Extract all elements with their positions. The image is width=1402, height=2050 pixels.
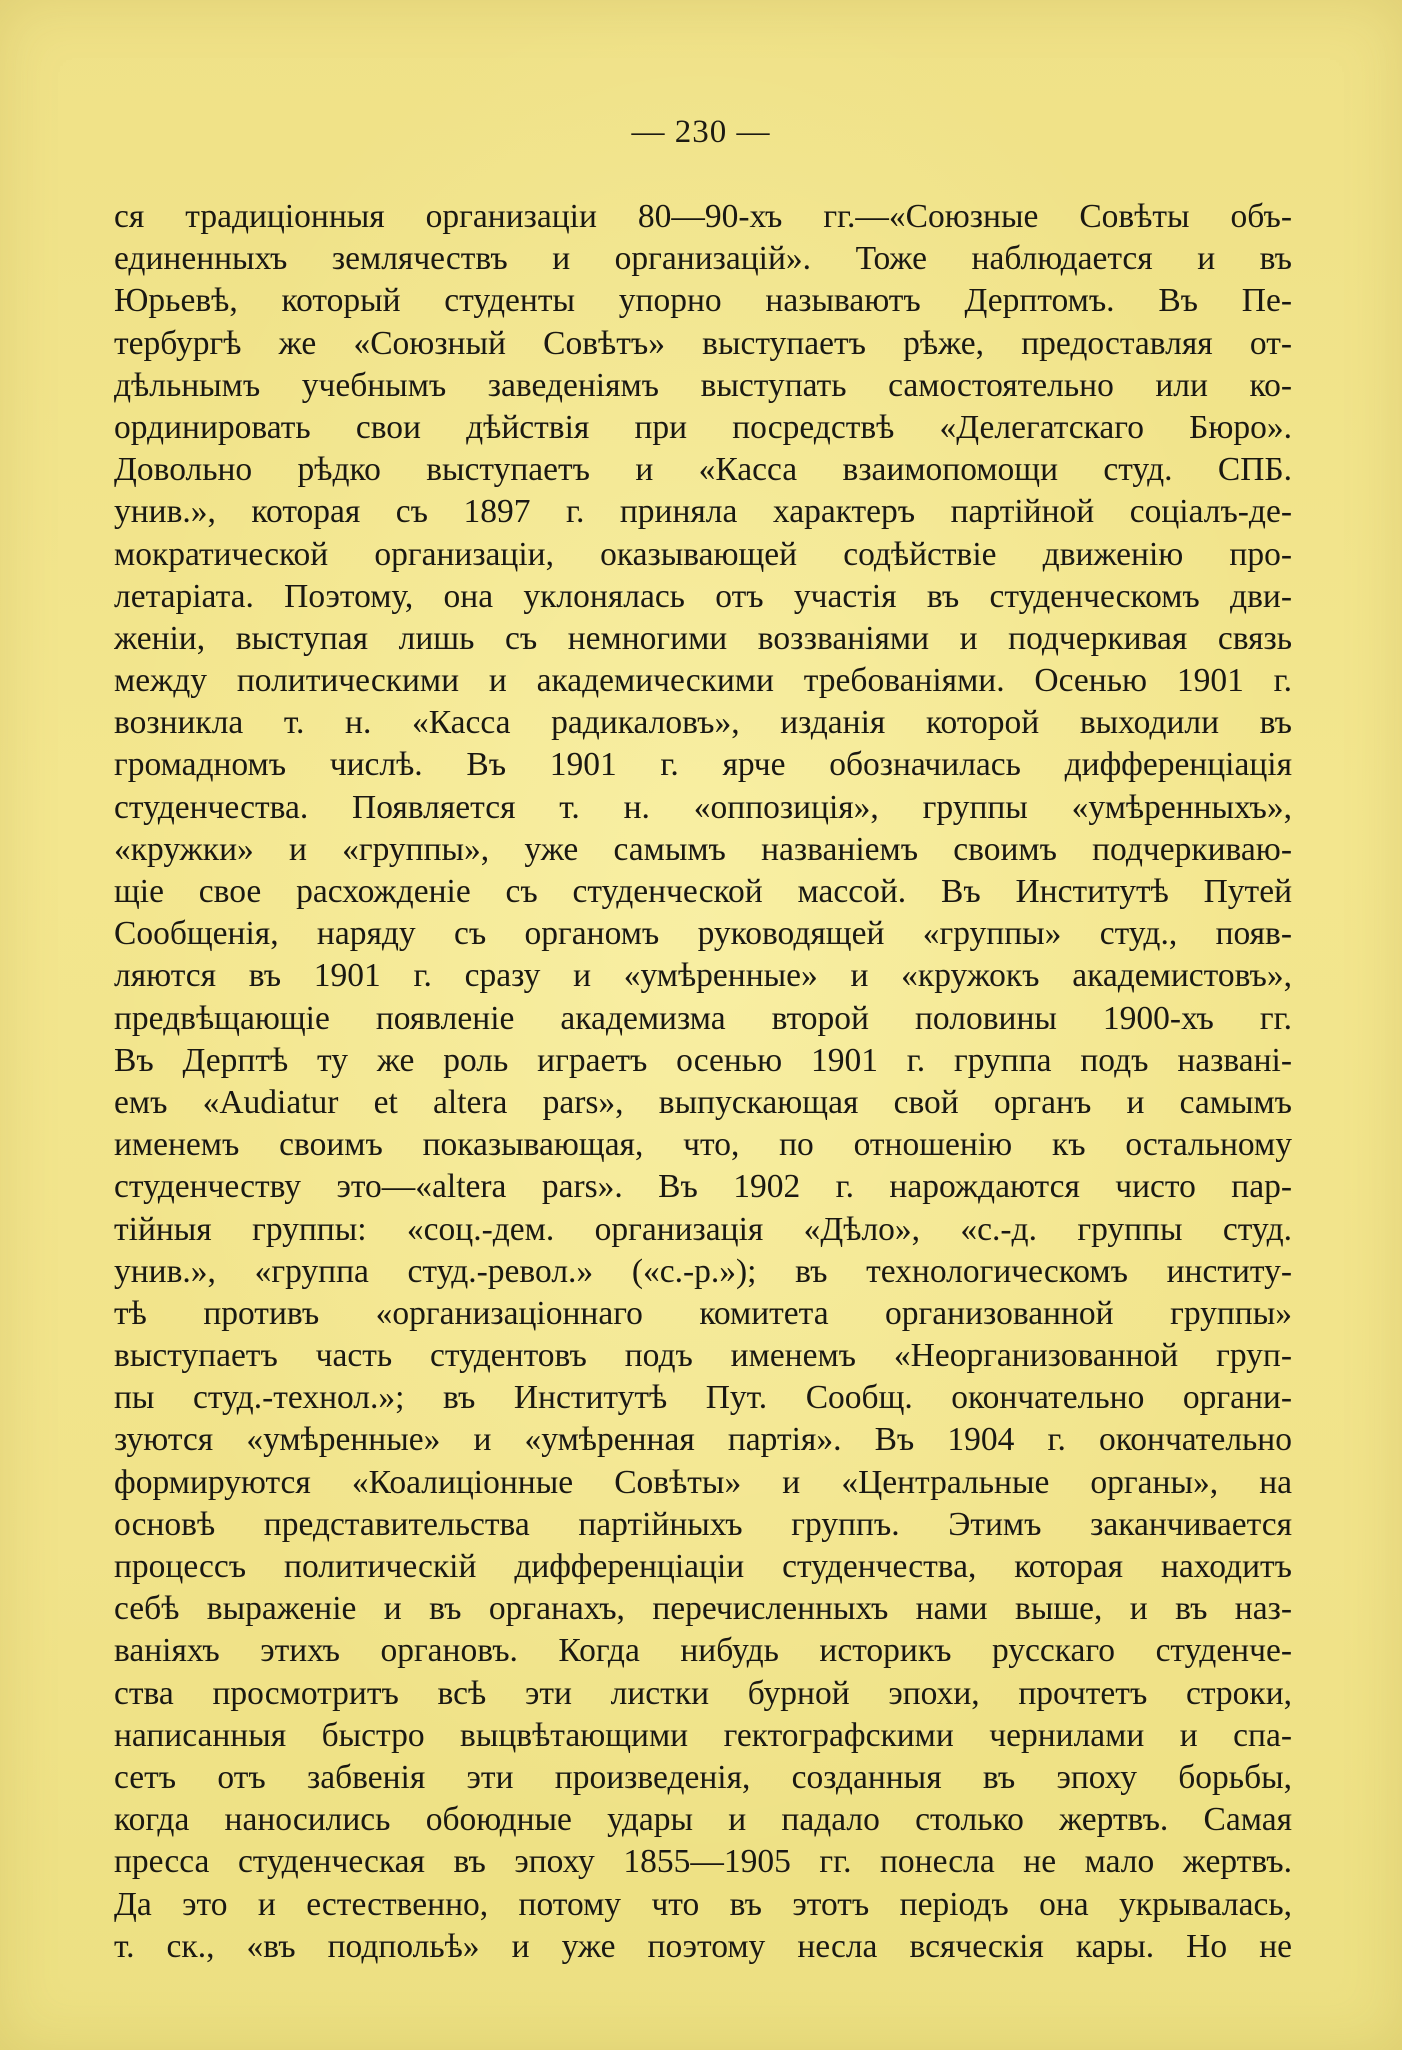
text-line: дѣльнымъ учебнымъ заведеніямъ выступать самостоятельно или ко- bbox=[114, 366, 1292, 404]
text-line: Въ Дерптѣ ту же роль играетъ осенью 1901 г. группа подъ названі- bbox=[114, 1041, 1292, 1079]
text-line: тѣ противъ «организаціоннаго комитета организованной группы» bbox=[114, 1294, 1292, 1332]
text-line: щіе свое расхожденіе съ студенческой массой. Въ Институтѣ Путей bbox=[114, 873, 1292, 910]
text-line: женіи, выступая лишь съ немногими воззваніями и подчеркивая связь bbox=[114, 619, 1292, 657]
text-line: тербургѣ же «Союзный Совѣтъ» выступаетъ рѣже, предоставляя от- bbox=[114, 324, 1292, 362]
text-line: ваніяхъ этихъ органовъ. Когда нибудь историкъ русскаго студенче- bbox=[114, 1632, 1292, 1670]
text-line: мократической организаціи, оказывающей содѣйствіе движенію про- bbox=[114, 535, 1292, 573]
text-line: унив.», «группа студ.-револ.» («с.-р.»); въ технологическомъ институ- bbox=[114, 1252, 1292, 1290]
text-line: унив.», которая съ 1897 г. приняла характеръ партійной соціалъ-де- bbox=[114, 493, 1292, 531]
text-line: процессъ политическій дифференціаціи студенчества, которая находитъ bbox=[114, 1548, 1292, 1585]
text-line: себѣ выраженіе и въ органахъ, перечисленныхъ нами выше, и въ наз- bbox=[114, 1590, 1292, 1628]
text-line: основѣ представительства партійныхъ группъ. Этимъ заканчивается bbox=[114, 1505, 1292, 1543]
text-line: предвѣщающіе появленіе академизма второй половины 1900-хъ гг. bbox=[114, 999, 1292, 1037]
text-line: студенчества. Появляется т. н. «оппозиція», группы «умѣренныхъ», bbox=[114, 788, 1292, 826]
page-number: — 230 — bbox=[631, 114, 771, 150]
text-line: ся традиціонныя организаціи 80—90-хъ гг.—«Союзные Совѣты объ- bbox=[114, 198, 1292, 235]
text-line: «кружки» и «группы», уже самымъ названіемъ своимъ подчеркиваю- bbox=[114, 830, 1292, 868]
text-line: ординировать свои дѣйствія при посредствѣ «Делегатскаго Бюро». bbox=[114, 408, 1292, 446]
text-line: т. ск., «въ подпольѣ» и уже поэтому несла всяческія кары. Но не bbox=[114, 1927, 1292, 1965]
body-text bbox=[114, 196, 1292, 1968]
text-line: Довольно рѣдко выступаетъ и «Касса взаимопомощи студ. СПБ. bbox=[114, 451, 1292, 489]
text-line: ства просмотритъ всѣ эти листки бурной эпохи, прочтетъ строки, bbox=[114, 1674, 1292, 1712]
text-line: громадномъ числѣ. Въ 1901 г. ярче обозначилась дифференціація bbox=[114, 746, 1292, 784]
text-line: зуются «умѣренные» и «умѣренная партія». Въ 1904 г. окончательно bbox=[114, 1421, 1292, 1459]
text-line: когда наносились обоюдные удары и падало столько жертвъ. Самая bbox=[114, 1801, 1292, 1839]
text-line: Да это и естественно, потому что въ этотъ періодъ она укрывалась, bbox=[114, 1885, 1292, 1923]
text-line: пресса студенческая въ эпоху 1855—1905 гг. понесла не мало жертвъ. bbox=[114, 1843, 1292, 1881]
text-line: единенныхъ землячествъ и организацій». Тоже наблюдается и въ bbox=[114, 240, 1292, 278]
text-line: выступаетъ часть студентовъ подъ именемъ «Неорганизованной груп- bbox=[114, 1337, 1292, 1375]
text-line: тійныя группы: «соц.-дем. организація «Дѣло», «с.-д. группы студ. bbox=[114, 1210, 1292, 1248]
text-line: между политическими и академическими требованіями. Осенью 1901 г. bbox=[114, 662, 1292, 700]
text-line: пы студ.-технол.»; въ Институтѣ Пут. Сообщ. окончательно органи- bbox=[114, 1379, 1292, 1417]
text-line: написанныя быстро выцвѣтающими гектографскими чернилами и спа- bbox=[114, 1716, 1292, 1754]
text-line: студенчеству это—«altera pars». Въ 1902 г. нарождаются чисто пар- bbox=[114, 1168, 1292, 1206]
text-line: сетъ отъ забвенія эти произведенія, созданныя въ эпоху борьбы, bbox=[114, 1758, 1292, 1796]
text-line: именемъ своимъ показывающая, что, по отношенію къ остальному bbox=[114, 1126, 1292, 1164]
text-line: формируются «Коалиціонные Совѣты» и «Центральные органы», на bbox=[114, 1463, 1292, 1501]
text-line: Юрьевѣ, который студенты упорно называютъ Дерптомъ. Въ Пе- bbox=[114, 282, 1292, 320]
text-line: Сообщенія, наряду съ органомъ руководящей «группы» студ., появ- bbox=[114, 915, 1292, 953]
text-line: возникла т. н. «Касса радикаловъ», изданія которой выходили въ bbox=[114, 704, 1292, 742]
text-line: летаріата. Поэтому, она уклонялась отъ участія въ студенческомъ дви- bbox=[114, 577, 1292, 615]
text-line: ляются въ 1901 г. сразу и «умѣренные» и «кружокъ академистовъ», bbox=[114, 957, 1292, 995]
text-line: емъ «Audiatur et altera pars», выпускающая свой органъ и самымъ bbox=[114, 1083, 1292, 1121]
